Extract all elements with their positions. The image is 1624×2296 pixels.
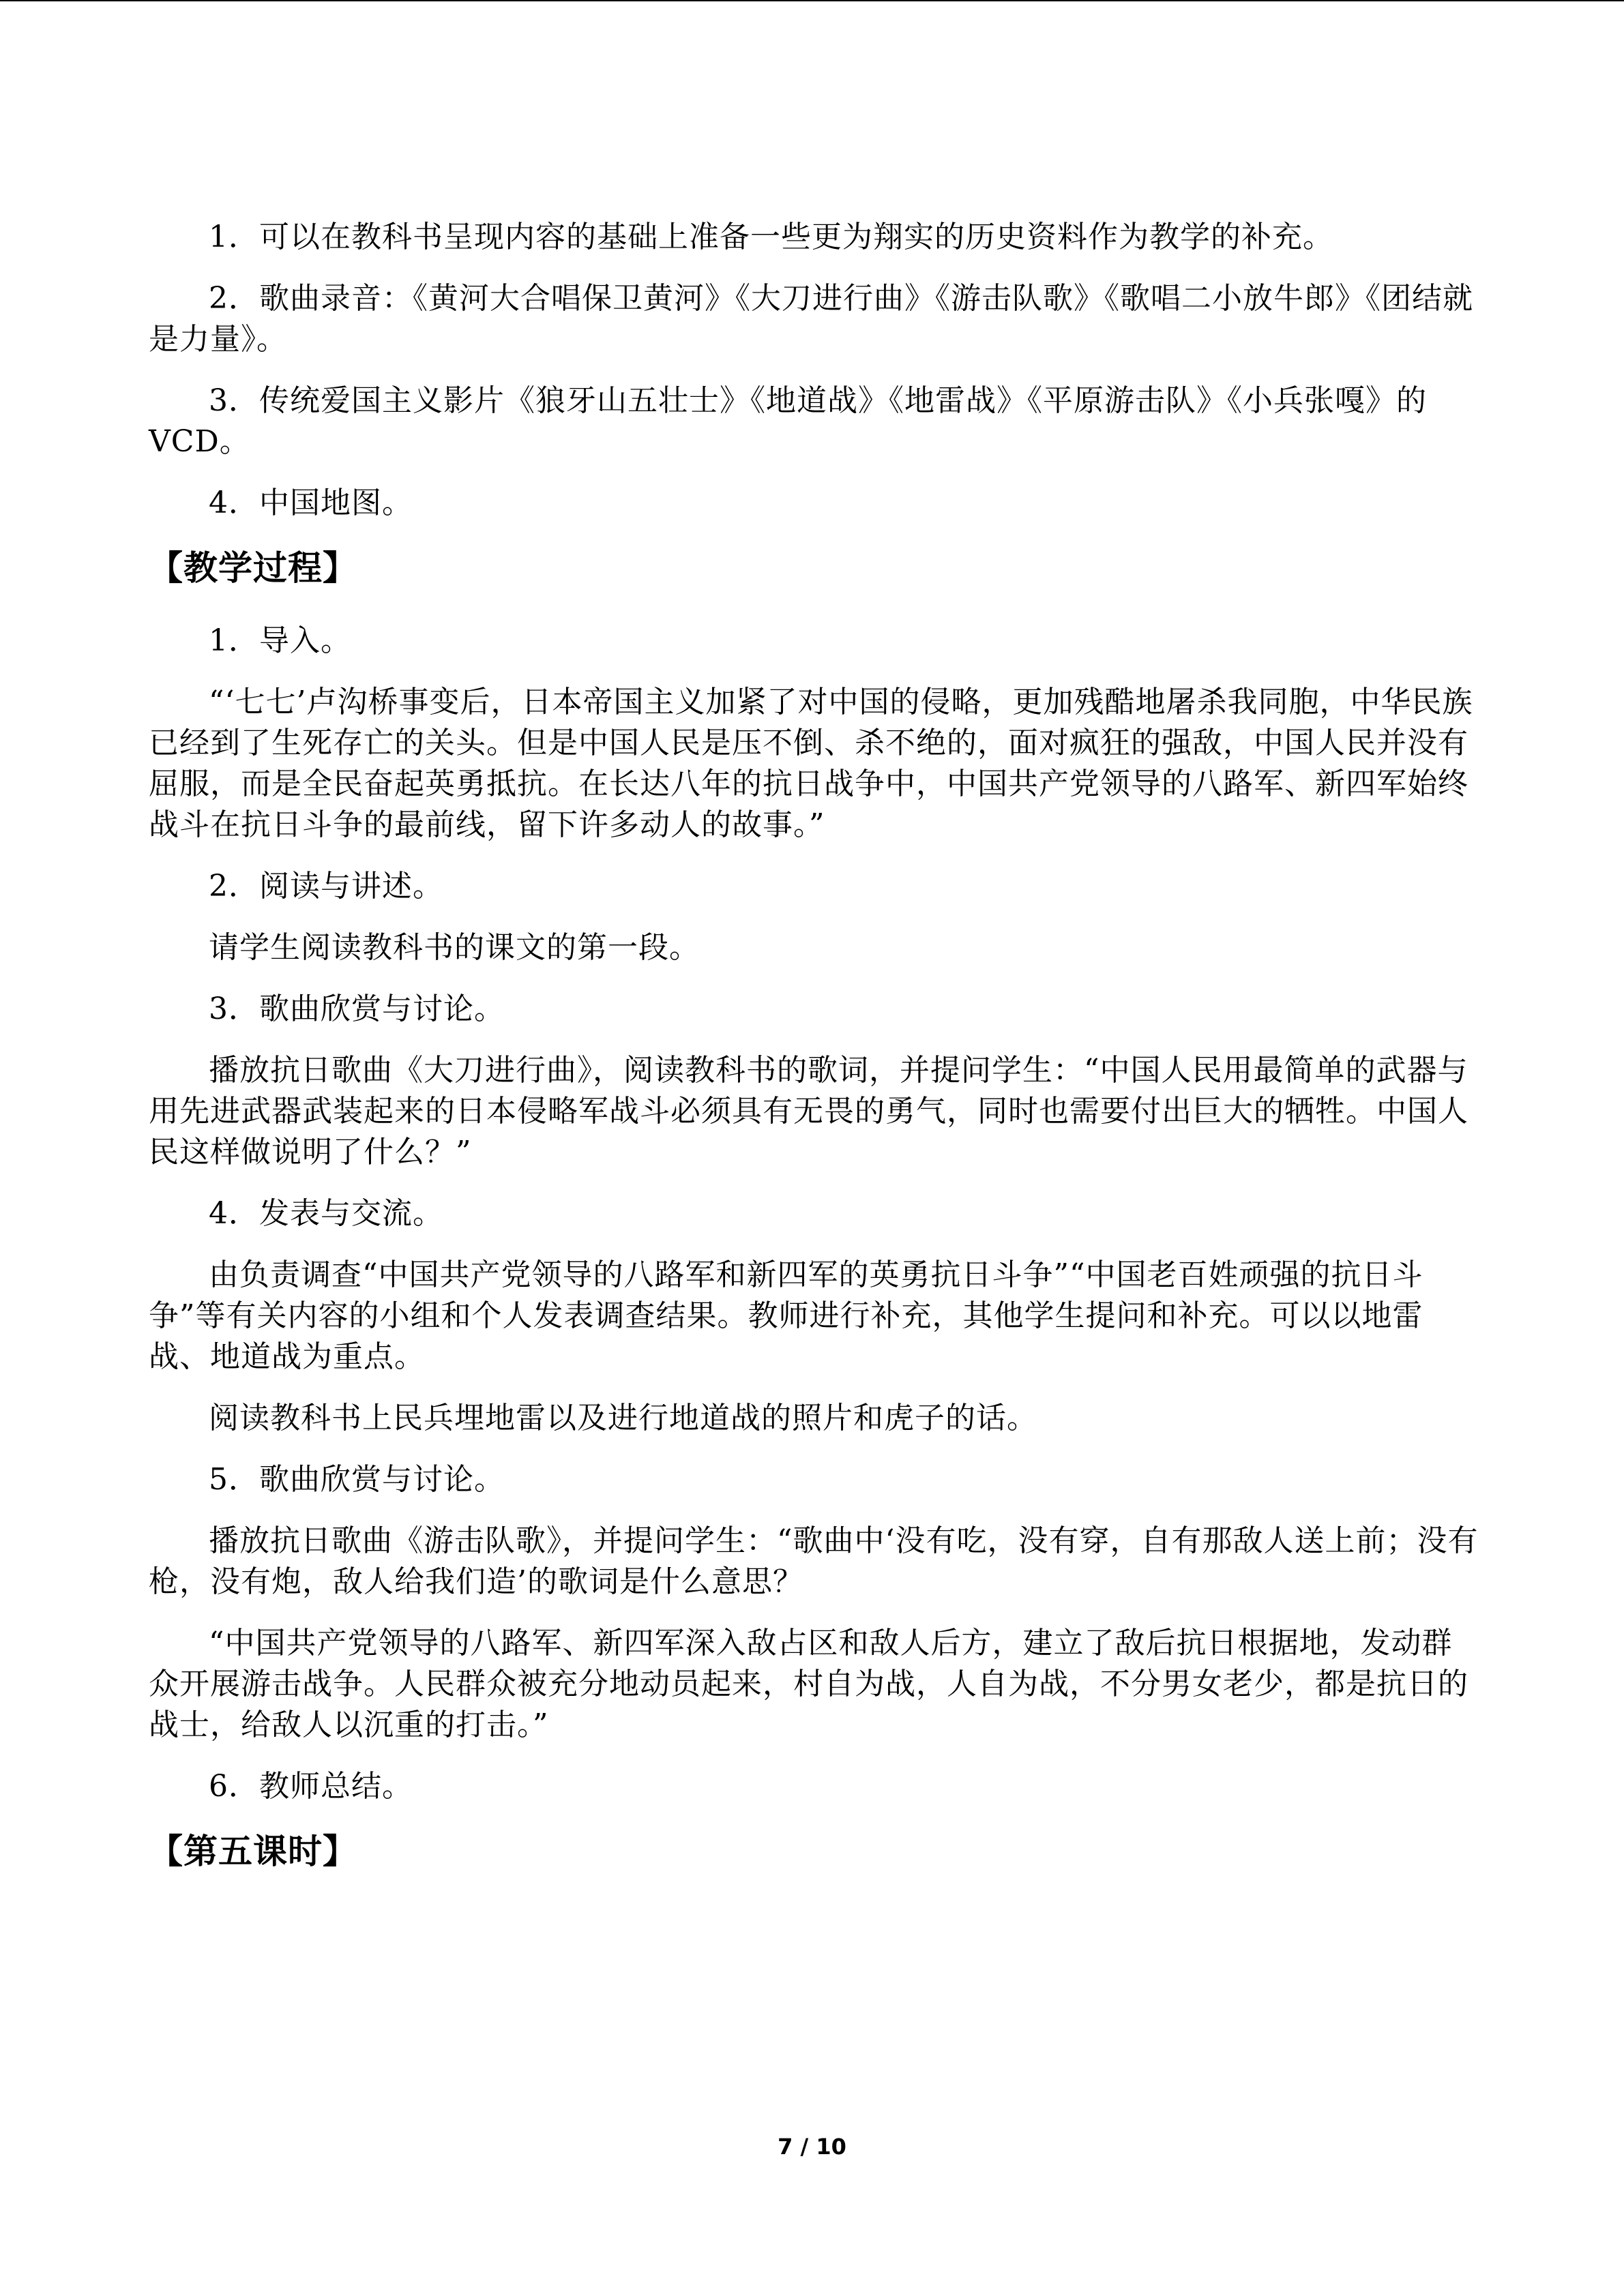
step-5-text: 播放抗日歌曲《游击队歌》，并提问学生：“歌曲中‘没有吃，没有穿，自有那敌人送上前；没有枪，没有炮，敌人给我们造’的歌词是什么意思？ <box>149 1523 1479 1599</box>
document-body <box>149 217 1479 1904</box>
step-2-text: 请学生阅读教科书的课文的第一段。 <box>209 930 700 965</box>
step-3-text: 播放抗日歌曲《大刀进行曲》，阅读教科书的歌词，并提问学生：“中国人民用最简单的武器与用先进武器武装起来的日本侵略军战斗必须具有无畏的勇气，同时也需要付出巨大的牺牲。中国人民这样做说明了什么？” <box>149 1053 1468 1169</box>
top-border-line <box>0 0 1624 1</box>
page-number: 7 / 10 <box>778 2134 846 2160</box>
step-2-title: 2．阅读与讲述。 <box>209 869 443 904</box>
step-4-text: 由负责调查“中国共产党领导的八路军和新四军的英勇抗日斗争”“中国老百姓顽强的抗日斗争”等有关内容的小组和个人发表调查结果。教师进行补充，其他学生提问和补充。可以以地雷战、地道战为重点。 <box>149 1257 1423 1374</box>
step-4-title: 4．发表与交流。 <box>209 1196 443 1231</box>
step-5-title: 5．歌曲欣赏与讨论。 <box>209 1462 505 1497</box>
prep-item-3: 3．传统爱国主义影片《狼牙山五壮士》《地道战》《地雷战》《平原游击队》《小兵张嘎》的 VCD。 <box>149 383 1427 459</box>
section-heading-teaching-process: 【教学过程】 <box>149 548 357 588</box>
prep-item-4: 4．中国地图。 <box>209 486 413 520</box>
step-3-title: 3．歌曲欣赏与讨论。 <box>209 992 505 1026</box>
prep-item-2: 2．歌曲录音：《黄河大合唱保卫黄河》《大刀进行曲》《游击队歌》《歌唱二小放牛郎》《团结就是力量》。 <box>149 281 1473 357</box>
prep-item-1: 1．可以在教科书呈现内容的基础上准备一些更为翔实的历史资料作为教学的补充。 <box>209 220 1333 254</box>
step-5-quote: “中国共产党领导的八路军、新四军深入敌占区和敌人后方，建立了敌后抗日根据地，发动群众开展游击战争。人民群众被充分地动员起来，村自为战，人自为战，不分男女老少，都是抗日的战士，给敌人以沉重的打击。” <box>149 1626 1468 1742</box>
step-1-quote: “‘七七’卢沟桥事变后，日本帝国主义加紧了对中国的侵略，更加残酷地屠杀我同胞，中华民族已经到了生死存亡的关头。但是中国人民是压不倒、杀不绝的，面对疯狂的强敌，中国人民并没有屈服，而是全民奋起英勇抵抗。在长达八年的抗日战争中，中国共产党领导的八路军、新四军始终战斗在抗日斗争的最前线，留下许多动人的故事。” <box>149 685 1473 842</box>
step-6-title: 6．教师总结。 <box>209 1769 413 1804</box>
step-4-text-2: 阅读教科书上民兵埋地雷以及进行地道战的照片和虎子的话。 <box>209 1401 1037 1435</box>
section-heading-fifth-lesson: 【第五课时】 <box>149 1832 357 1871</box>
step-1-title: 1．导入。 <box>209 623 351 658</box>
